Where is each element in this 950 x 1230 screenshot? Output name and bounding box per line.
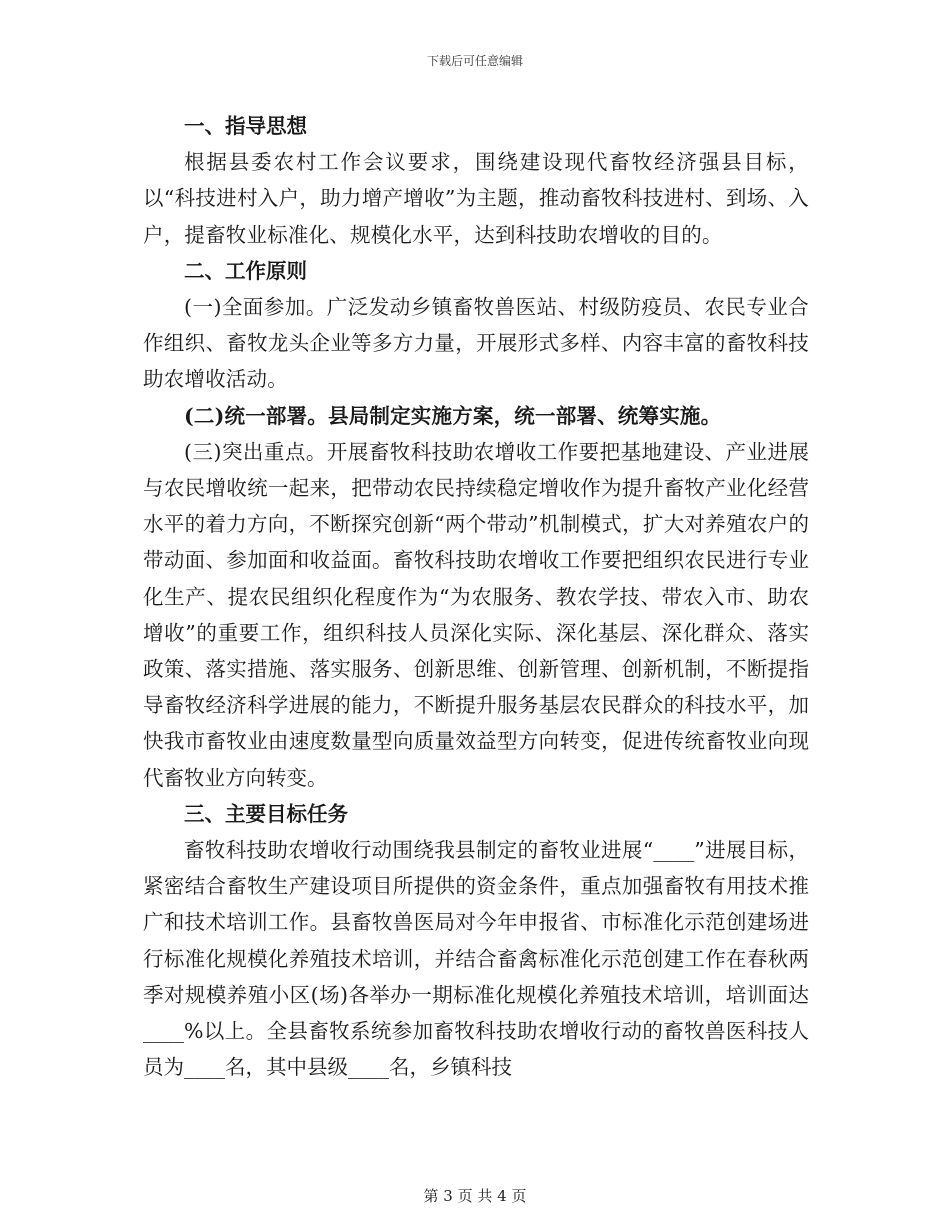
paragraph: (一)全面参加。广泛发动乡镇畜牧兽医站、村级防疫员、农民专业合作组织、畜牧龙头企业等多方力量，开展形式多样、内容丰富的畜牧科技助农增收活动。	[143, 295, 809, 392]
paragraph: (二)统一部署。县局制定实施方案，统一部署、统筹实施。	[184, 403, 722, 428]
section-heading: 三、主要目标任务	[184, 801, 348, 826]
paragraph: 根据县委农村工作会议要求，围绕建设现代畜牧经济强县目标，以“科技进村入户，助力增产增收”为主题，推动畜牧科技进村、到场、入户，提畜牧业标准化、规模化水平，达到科技助农增收的目的。	[143, 150, 809, 247]
document-body	[143, 108, 809, 1085]
page-header: 下载后可任意编辑	[426, 54, 523, 68]
page-number: 第 3 页 共 4 页	[423, 1187, 527, 1205]
paragraph: (三)突出重点。开展畜牧科技助农增收工作要把基地建设、产业进展与农民增收统一起来，把带动农民持续稳定增收作为提升畜牧产业化经营水平的着力方向，不断探究创新“两个带动”机制模式，扩大对养殖农户的带动面、参加面和收益面。畜牧科技助农增收工作要把组织农民进行专业化生产、提农民组织化程度作为“为农服务、教农学技、带农入市、助农增收”的重要工作，组织科技人员深化实际、深化基层、深化群众、落实政策、落实措施、落实服务、创新思维、创新管理、创新机制，不断提指导畜牧经济科学进展的能力，不断提升服务基层农民群众的科技水平，加快我市畜牧业由速度数量型向质量效益型方向转变，促进传统畜牧业向现代畜牧业方向转变。	[143, 439, 809, 790]
section-heading: 二、工作原则	[184, 258, 307, 283]
section-heading: 一、指导思想	[184, 114, 307, 138]
paragraph: 畜牧科技助农增收行动围绕我县制定的畜牧业进展“____”进展目标，紧密结合畜牧生产建设项目所提供的资金条件，重点加强畜牧有用技术推广和技术培训工作。县畜牧兽医局对今年申报省、市标准化示范创建场进行标准化规模化养殖技术培训，并结合畜禽标准化示范创建工作在春秋两季对规模养殖小区(场)各举办一期标准化规模化养殖技术培训，培训面达____%以上。全县畜牧系统参加畜牧科技助农增收行动的畜牧兽医科技人员为____名，其中县级____名，乡镇科技	[143, 838, 809, 1080]
